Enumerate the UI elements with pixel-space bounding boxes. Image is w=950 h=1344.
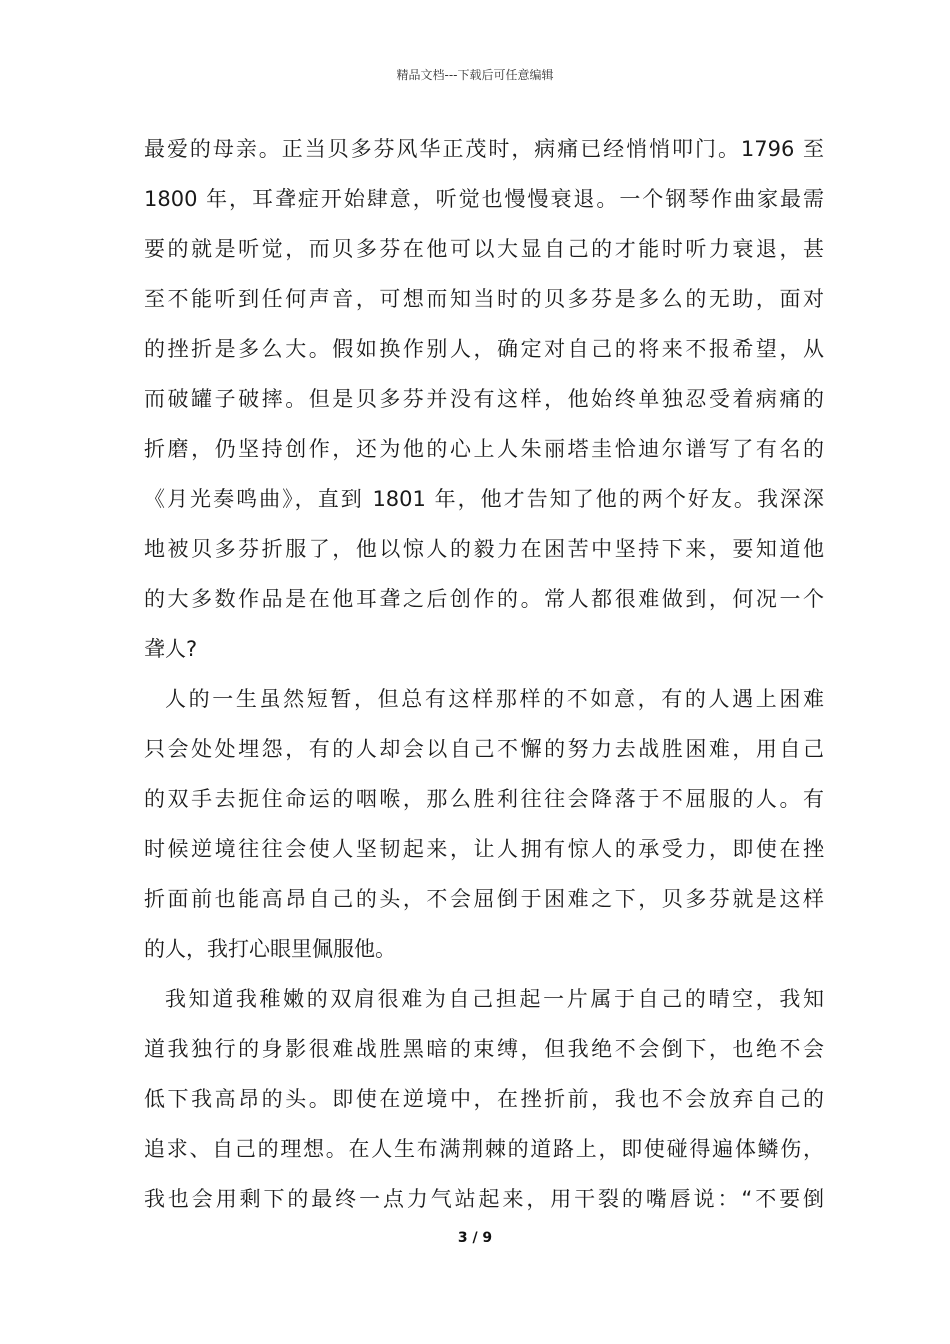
text-line: 1800 年，耳聋症开始肆意，听觉也慢慢衰退。一个钢琴作曲家最需 — [144, 187, 824, 211]
text-line: 的挫折是多么大。假如换作别人，确定对自己的将来不报希望，从 — [144, 337, 824, 361]
text-line: 而破罐子破摔。但是贝多芬并没有这样，他始终单独忍受着病痛的 — [144, 387, 824, 411]
text-line: 地被贝多芬折服了，他以惊人的毅力在困苦中坚持下来，要知道他 — [144, 537, 824, 561]
text-line: 的大多数作品是在他耳聋之后创作的。常人都很难做到，何况一个 — [144, 587, 824, 611]
text-line: 时候逆境往往会使人坚韧起来，让人拥有惊人的承受力，即使在挫 — [144, 837, 824, 861]
text-line: 折磨，仍坚持创作，还为他的心上人朱丽塔圭恰迪尔谱写了有名的 — [144, 437, 824, 461]
text-line: 我知道我稚嫩的双肩很难为自己担起一片属于自己的晴空，我知 — [165, 987, 824, 1011]
text-line: 我也会用剩下的最终一点力气站起来，用干裂的嘴唇说：“不要倒 — [144, 1187, 824, 1211]
text-line: 人的一生虽然短暂，但总有这样那样的不如意，有的人遇上困难 — [165, 687, 824, 711]
text-line: 的人，我打心眼里佩服他。 — [144, 937, 396, 961]
text-line: 聋人? — [144, 637, 198, 661]
paragraph-2 — [144, 674, 824, 974]
text-line: 至不能听到任何声音，可想而知当时的贝多芬是多么的无助，面对 — [144, 287, 824, 311]
text-line: 要的就是听觉，而贝多芬在他可以大显自己的才能时听力衰退，甚 — [144, 237, 824, 261]
paragraph-1 — [144, 124, 824, 674]
text-line: 折面前也能高昂自己的头，不会屈倒于困难之下，贝多芬就是这样 — [144, 887, 824, 911]
text-line: 的双手去扼住命运的咽喉，那么胜利往往会降落于不屈服的人。有 — [144, 787, 824, 811]
text-line: 低下我高昂的头。即使在逆境中，在挫折前，我也不会放弃自己的 — [144, 1087, 824, 1111]
page-number: 3 / 9 — [457, 1230, 493, 1246]
text-line: 最爱的母亲。正当贝多芬风华正茂时，病痛已经悄悄叩门。1796 至 — [144, 137, 824, 161]
page-header: 精品文档---下载后可任意编辑 — [396, 68, 554, 82]
text-line: 追求、自己的理想。在人生布满荆棘的道路上，即使碰得遍体鳞伤， — [144, 1137, 824, 1161]
document-body — [144, 124, 824, 1224]
text-line: 《月光奏鸣曲》，直到 1801 年，他才告知了他的两个好友。我深深 — [144, 487, 824, 511]
text-line: 只会处处埋怨，有的人却会以自己不懈的努力去战胜困难，用自己 — [144, 737, 824, 761]
paragraph-3 — [144, 974, 824, 1224]
text-line: 道我独行的身影很难战胜黑暗的束缚，但我绝不会倒下，也绝不会 — [144, 1037, 824, 1061]
